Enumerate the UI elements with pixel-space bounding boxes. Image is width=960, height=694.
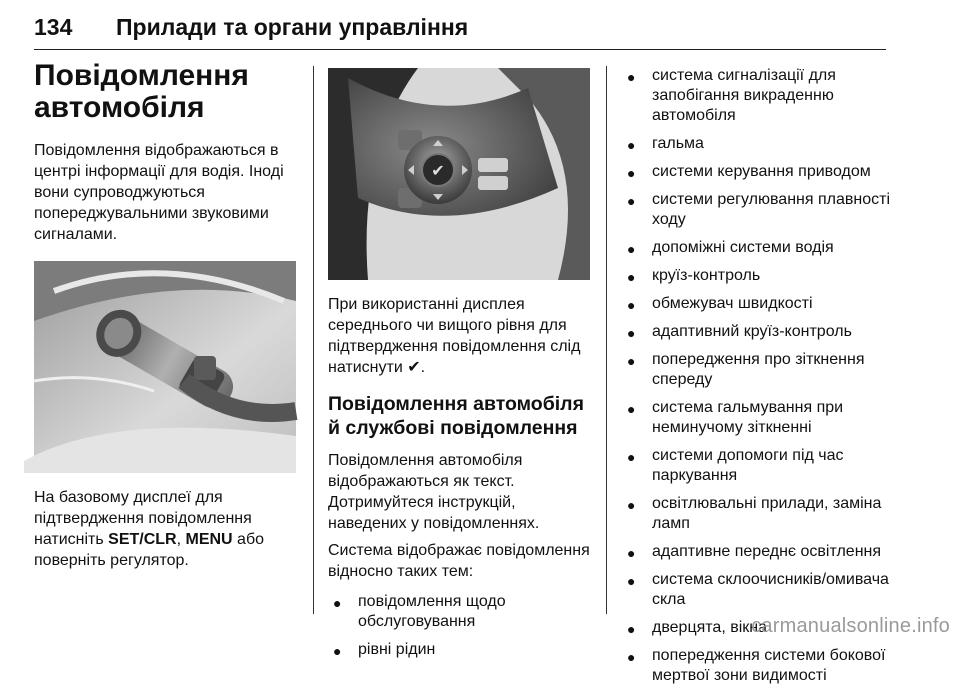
bullet-icon: ● <box>627 325 636 341</box>
stalk-lever-photo <box>34 261 296 473</box>
topics-list-part1 <box>328 592 590 660</box>
section-heading-line1: Повідомлення <box>34 59 249 92</box>
vehicle-messages-paragraph: Повідомлення автомобіля відображаються як текст. Дотримуйтеся інструкцій, наведених у повідомленнях. <box>328 452 540 532</box>
subsection-heading: Повідомлення автомобіля й службові повідомлення <box>328 393 584 439</box>
list-item <box>622 350 890 390</box>
list-item <box>328 592 590 632</box>
list-item-text: повідомлення щодо обслуговування <box>358 593 506 630</box>
list-item-text: дверцята, вікна <box>652 619 768 636</box>
list-item <box>622 570 890 610</box>
running-title: Прилади та органи управління <box>116 14 469 40</box>
list-item <box>622 542 890 562</box>
section-heading-line2: автомобіля <box>34 91 205 124</box>
list-item <box>328 640 590 660</box>
watermark: carmanualsonline.info <box>751 615 950 637</box>
bullet-icon: ● <box>627 449 636 465</box>
steering-wheel-photo <box>328 68 590 280</box>
bullet-icon: ● <box>333 643 342 659</box>
list-item <box>622 294 890 314</box>
list-item-text: система сигналізації для запобігання викраденню автомобіля <box>652 67 836 124</box>
bullet-icon: ● <box>627 165 636 181</box>
list-item-text: системи керування приводом <box>652 163 871 180</box>
list-item-text: обмежувач швидкості <box>652 295 813 312</box>
list-item-text: попередження системи бокової мертвої зони видимості <box>652 647 886 684</box>
column-divider-2 <box>606 66 607 614</box>
stalk-lever-illustration <box>34 261 296 473</box>
caption-key-set-clr: SET/CLR <box>108 531 177 548</box>
caption-text-1: На базовому дисплеї для підтвердження повідомлення натисніть <box>34 489 252 548</box>
bullet-icon: ● <box>627 545 636 561</box>
list-item <box>622 398 890 438</box>
list-item-text: система гальмування при неминучому зіткненні <box>652 399 844 436</box>
topics-paragraph: Система відображає повідомлення відносно таких тем: <box>328 542 590 580</box>
section-heading <box>34 60 299 124</box>
list-item-text: адаптивний круїз-контроль <box>652 323 852 340</box>
bullet-icon: ● <box>627 353 636 369</box>
list-item <box>622 646 890 686</box>
photo-caption <box>34 487 299 571</box>
caption-key-menu: MENU <box>185 531 233 548</box>
svg-text:✔: ✔ <box>431 161 445 180</box>
list-item-text: системи допомоги під час паркування <box>652 447 844 484</box>
list-item <box>622 162 890 182</box>
bullet-icon: ● <box>627 241 636 257</box>
steering-wheel-illustration <box>328 68 590 280</box>
bullet-icon: ● <box>627 401 636 417</box>
bullet-icon: ● <box>627 69 636 85</box>
bullet-icon: ● <box>627 193 636 209</box>
list-item-text: системи регулювання плавності ходу <box>652 191 890 228</box>
list-item <box>622 66 890 126</box>
caption-separator: , <box>176 531 186 548</box>
intro-paragraph: Повідомлення відображаються в центрі інформації для водія. Іноді вони супроводжуються попереджувальними звуковими сигналами. <box>34 142 284 243</box>
bullet-icon: ● <box>627 269 636 285</box>
list-item <box>622 494 890 534</box>
page-number: 134 <box>34 14 73 40</box>
list-item-text: система склоочисників/омивача скла <box>652 571 889 608</box>
list-item <box>622 134 890 154</box>
list-item <box>622 322 890 342</box>
column-3 <box>622 66 890 694</box>
bullet-icon: ● <box>627 137 636 153</box>
column-2 <box>328 58 590 668</box>
bullet-icon: ● <box>627 497 636 513</box>
list-item-text: допоміжні системи водія <box>652 239 834 256</box>
list-item-text: гальма <box>652 135 704 152</box>
list-item-text: адаптивне переднє освітлення <box>652 543 882 560</box>
confirm-paragraph: При використанні дисплея середнього чи вищого рівня для підтвердження повідомлення слід натиснути ✔. <box>328 296 581 376</box>
bullet-icon: ● <box>627 297 636 313</box>
list-item <box>622 266 890 286</box>
list-item <box>622 238 890 258</box>
bullet-icon: ● <box>333 595 342 611</box>
bullet-icon: ● <box>627 621 636 637</box>
list-item-text: круїз-контроль <box>652 267 761 284</box>
bullet-icon: ● <box>627 649 636 665</box>
column-1 <box>34 58 299 571</box>
list-item <box>622 190 890 230</box>
list-item-text: попередження про зіткнення спереду <box>652 351 865 388</box>
list-item-text: освітлювальні прилади, заміна ламп <box>652 495 882 532</box>
list-item-text: рівні рідин <box>358 641 436 658</box>
list-item <box>622 446 890 486</box>
caption-text-2: або поверніть регулятор. <box>34 531 265 569</box>
bullet-icon: ● <box>627 573 636 589</box>
page-header <box>34 10 886 50</box>
column-divider-1 <box>313 66 314 614</box>
topics-list-part2 <box>622 66 890 686</box>
